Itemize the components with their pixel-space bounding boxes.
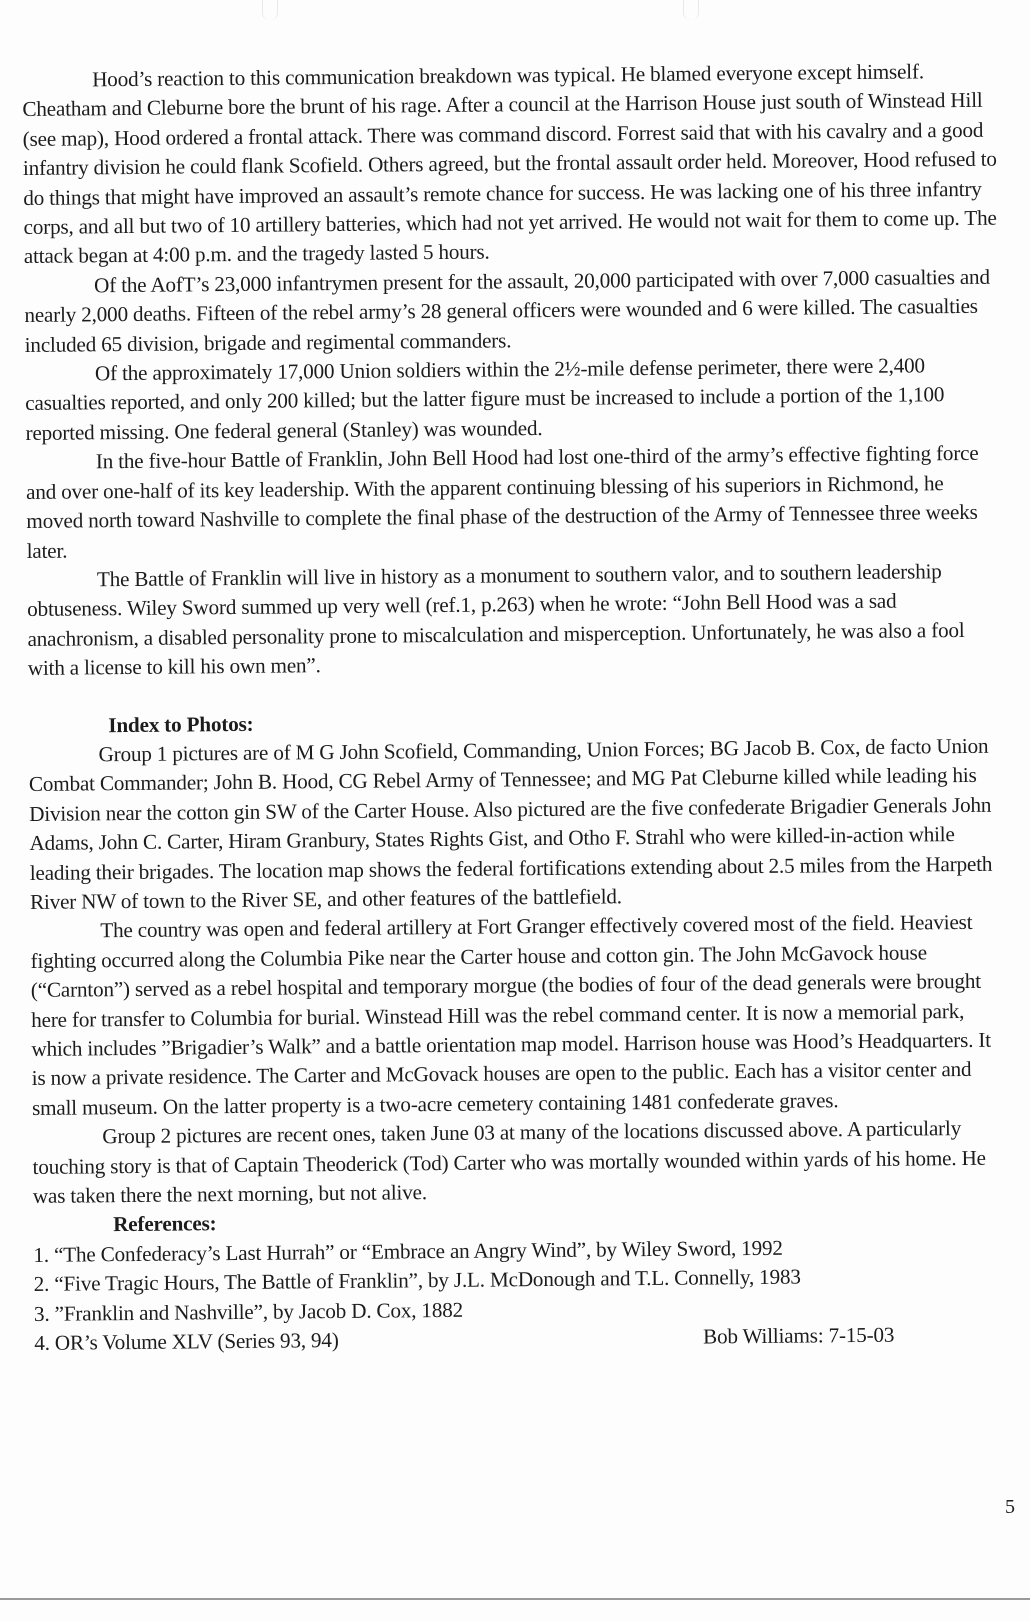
paragraph-aoft-casualties: Of the AofT’s 23,000 infantrymen present for the assault, 20,000 participated with over 7,000 casualties and nearly 2,000 deaths. Fifteen of the rebel army’s 28 general officers were wounded and 6 were killed. The casualties included 65 division, brigade and regimental commanders.: [24, 264, 990, 357]
punch-hole-mark: [262, 0, 278, 20]
page-number: 5: [1005, 1496, 1015, 1518]
punch-hole-mark: [683, 0, 699, 20]
paragraph-union-casualties: Of the approximately 17,000 Union soldiers within the 2½-mile defense perimeter, there were 2,400 casualties reported, and only 200 killed; but the latter figure must be increased to include a portion of the 1,100 reported missing. One federal general (Stanley) was wounded.: [25, 353, 945, 445]
reference-item: 3. ”Franklin and Nashville”, by Jacob D. Cox, 1882: [33, 1297, 464, 1326]
paragraph-battle-summary: In the five-hour Battle of Franklin, John Bell Hood had lost one-third of the army’s effective fighting force and over one-half of its key leadership. With the apparent continuing blessing of his superiors in Richmond, he moved north toward Nashville to complete the final phase of the destruction of the Army of Tennessee three weeks later.: [25, 441, 979, 563]
reference-item: 2. “Five Tragic Hours, The Battle of Franklin”, by J.L. McDonough and T.L. Connelly, 1983: [33, 1264, 801, 1297]
author-signature: Bob Williams: 7-15-03: [702, 1322, 895, 1349]
body-text: [22, 57, 1009, 1359]
paragraph-legacy-quote: The Battle of Franklin will live in history as a monument to southern valor, and to southern leadership obtuseness. Wiley Sword summed up very well (ref.1, p.263) when he wrote: “John Bell Hood was a sad anachronism, a disabled personality prone to miscalculation and misperception. Unfortunately, he was also a fool with a license to kill his own men”.: [27, 559, 965, 681]
paragraph-hood-reaction: Hood’s reaction to this communication breakdown was typical. He blamed everyone except himself. Cheatham and Cleburne bore the brunt of his rage. After a council at the Harrison House just south of Winstead Hill (see map), Hood ordered a frontal attack. There was command discord. Forrest said that with his cavalry and a good infantry division he could flank Scofield. Others agreed, but the frontal assault order held. Moreover, Hood refused to do things that might have improved an assault’s remote chance for success. He was lacking one of his three infantry corps, and all but two of 10 artillery batteries, which had not yet arrived. He would not wait for them to come up. The attack began at 4:00 p.m. and the tragedy lasted 5 hours.: [22, 59, 997, 269]
index-to-photos-heading: Index to Photos:: [108, 711, 254, 737]
reference-item: 1. “The Confederacy’s Last Hurrah” or “Embrace an Angry Wind”, by Wiley Sword, 1992: [33, 1235, 783, 1267]
paragraph-battlefield: The country was open and federal artillery at Fort Granger effectively covered most of the field. Heaviest fighting occurred along the Columbia Pike near the Carter house and cotton gin. The John McGavock house (“Carnton”) served as a rebel hospital and temporary morgue (the bodies of four of the dead generals were brought here for transfer to Columbia for burial. Winstead Hill was the rebel command center. It is now a memorial park, which includes ”Brigadier’s Walk” and a battle orientation map model. Harrison house was Hood’s Headquarters. It is now a private residence. The Carter and McGovack houses are open to the public. Each has a visitor center and small museum. On the latter property is a two-acre cemetery containing 1481 confederate graves.: [30, 910, 991, 1120]
paragraph-group-2: Group 2 pictures are recent ones, taken June 03 at many of the locations discussed above. A particularly touching story is that of Captain Theoderick (Tod) Carter who was mortally wounded within yards of his home. He was taken there the next morning, but not alive.: [32, 1116, 986, 1208]
reference-item: 4. OR’s Volume XLV (Series 93, 94): [34, 1328, 339, 1356]
paragraph-group-1: Group 1 pictures are of M G John Scofield, Commanding, Union Forces; BG Jacob B. Cox, de facto Union Combat Commander; John B. Hood, CG Rebel Army of Tennessee; and MG Pat Cleburne killed while leading his Division near the cotton gin SW of the Carter House. Also pictured are the five confederate Brigadier Generals John Adams, John C. Carter, Hiram Granbury, States Rights Gist, and Otho F. Strahl who were killed-in-action while leading their brigades. The location map shows the federal fortifications extending about 2.5 miles from the Harpeth River NW of town to the River SE, and other features of the battlefield.: [28, 733, 993, 914]
references-heading: References:: [113, 1211, 217, 1237]
bottom-rule: [0, 1598, 1030, 1600]
